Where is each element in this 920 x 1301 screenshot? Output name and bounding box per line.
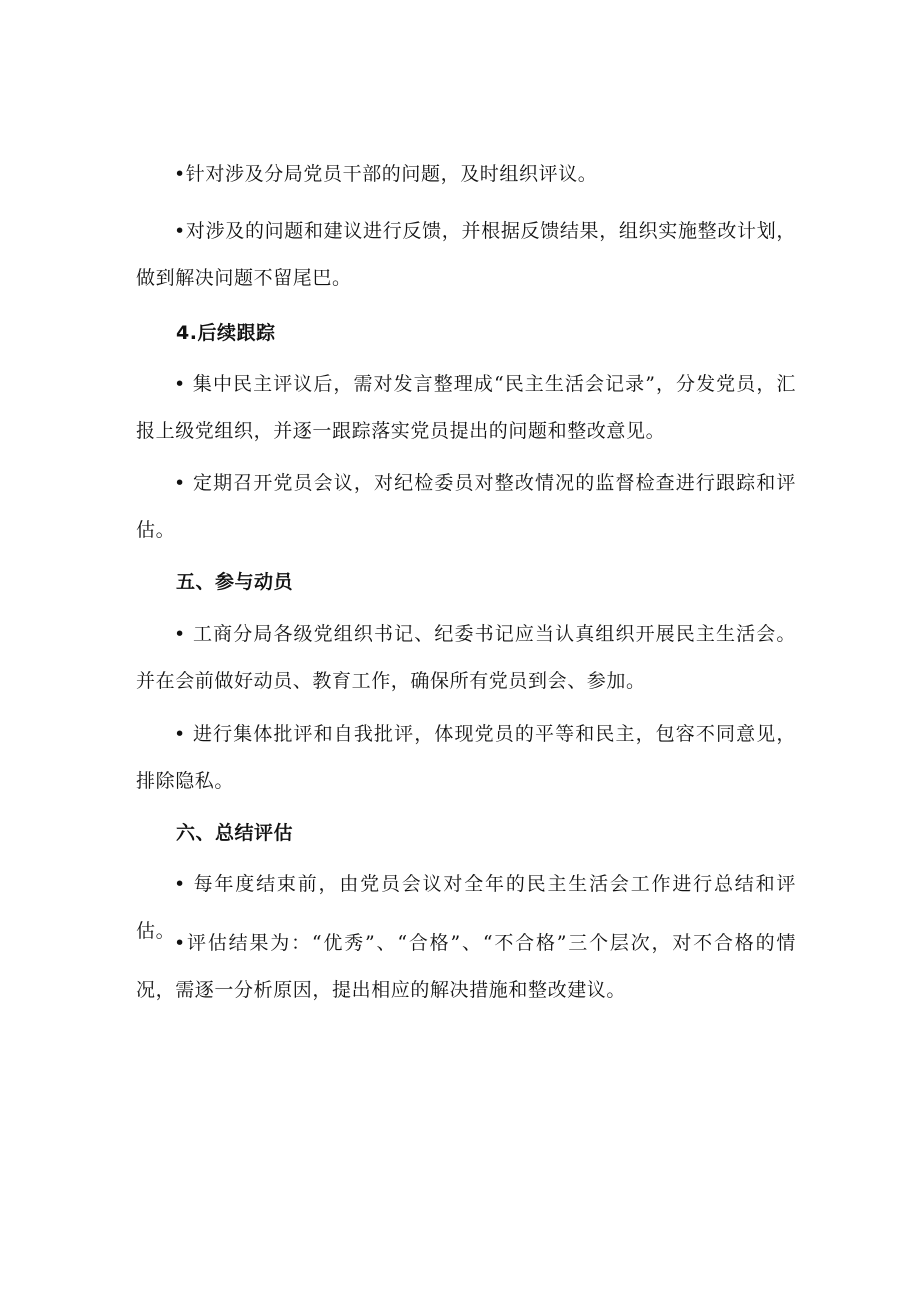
section-heading-6: 六、总结评估	[176, 822, 294, 844]
section-heading-5: 五、参与动员	[176, 571, 294, 593]
paragraph-5	[136, 611, 796, 705]
paragraph-1	[136, 151, 796, 198]
paragraph-3-text: • 集中民主评议后，需对发言整理成“民主生活会记录”，分发党员，汇报上级党组织，并逐一跟踪落实党员提出的问题和整改意见。	[136, 373, 796, 442]
paragraph-8	[136, 920, 796, 1014]
paragraph-4-text: • 定期召开党员会议，对纪检委员对整改情况的监督检查进行跟踪和评估。	[136, 472, 796, 541]
paragraph-6-text: • 进行集体批评和自我批评，体现党员的平等和民主，包容不同意见，排除隐私。	[136, 723, 796, 792]
paragraph-6	[136, 711, 796, 805]
paragraph-1-text: •针对涉及分局党员干部的问题，及时组织评议。	[174, 163, 598, 185]
paragraph-2	[136, 208, 796, 302]
section-heading-4: 4.后续跟踪	[176, 322, 276, 344]
paragraph-7-text: • 每年度结束前，由党员会议对全年的民主生活会工作进行总结和评估。	[136, 873, 796, 942]
paragraph-8-text: •评估结果为：“优秀”、“合格”、“不合格”三个层次，对不合格的情况，需逐一分析原因，提出相应的解决措施和整改建议。	[136, 932, 796, 1001]
paragraph-3	[136, 361, 796, 455]
paragraph-5-text: • 工商分局各级党组织书记、纪委书记应当认真组织开展民主生活会。并在会前做好动员、教育工作，确保所有党员到会、参加。	[136, 623, 796, 692]
paragraph-4	[136, 460, 796, 554]
paragraph-2-text: •对涉及的问题和建议进行反馈，并根据反馈结果，组织实施整改计划，做到解决问题不留尾巴。	[136, 220, 796, 289]
